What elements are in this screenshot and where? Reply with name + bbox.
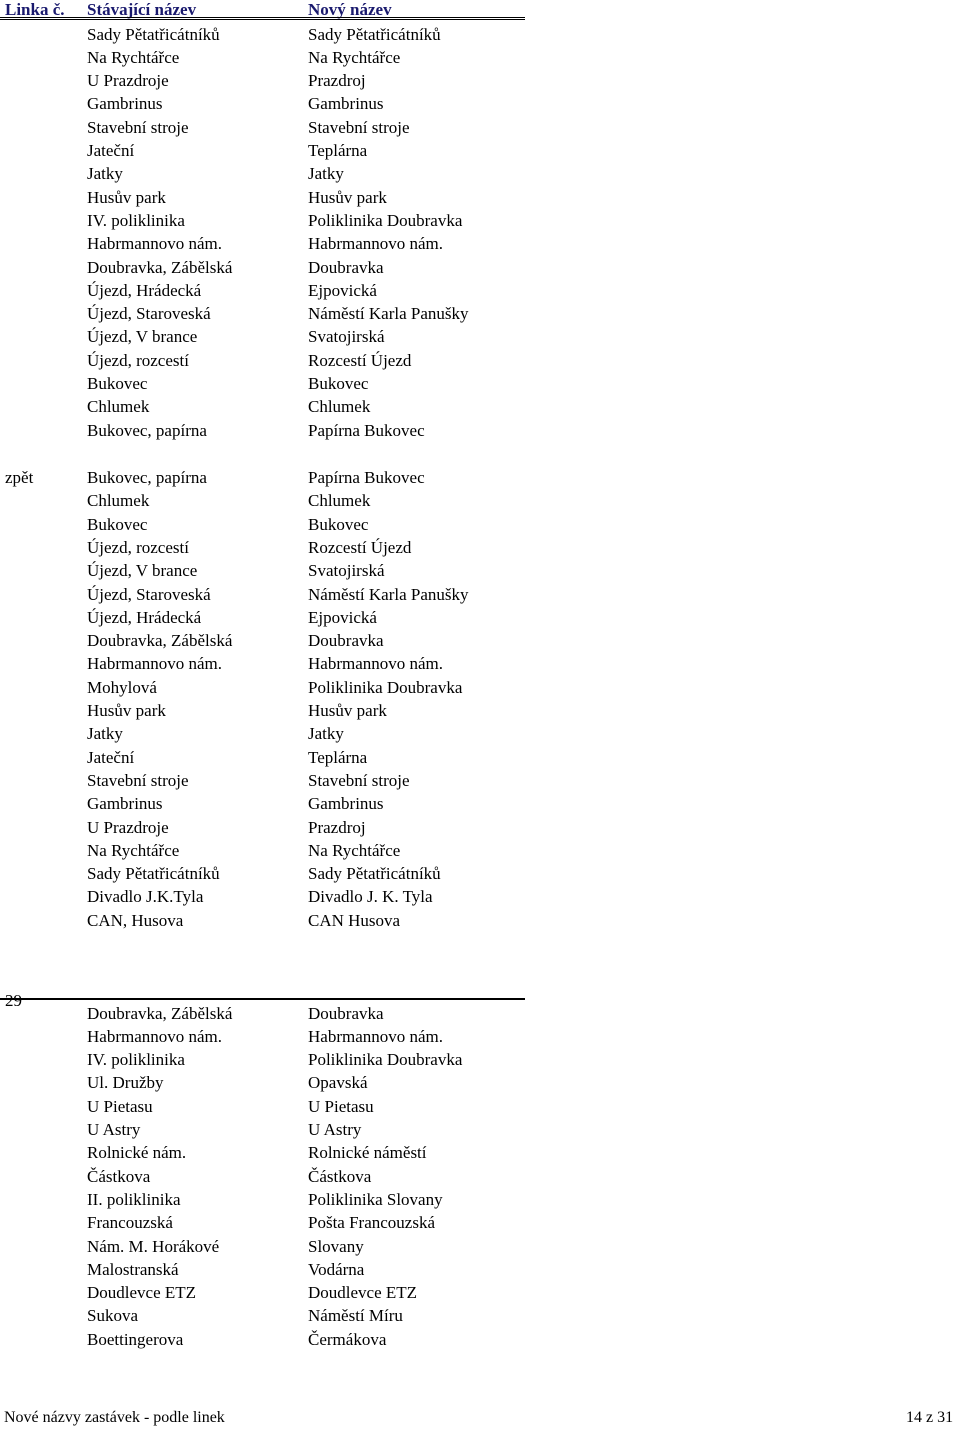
table-row — [0, 722, 960, 745]
table-row — [0, 699, 960, 722]
new-stop-name: Čermákova — [308, 1329, 387, 1349]
table-row — [0, 536, 960, 559]
new-stop-name: Teplárna — [308, 747, 368, 767]
old-stop-name: Rolnické nám. — [87, 1143, 187, 1163]
table-row — [0, 1328, 960, 1351]
table-row — [0, 1141, 960, 1164]
old-stop-name: Francouzská — [87, 1213, 173, 1233]
old-stop-name: Jateční — [87, 141, 135, 160]
table-row — [0, 139, 960, 162]
table-row — [0, 372, 960, 395]
old-stop-name: Sady Pětatřicátníků — [87, 24, 220, 44]
old-stop-name: Doudlevce ETZ — [87, 1283, 197, 1303]
new-stop-name: Jatky — [308, 164, 344, 184]
old-stop-name: Ul. Družby — [87, 1073, 164, 1093]
page-number: 14 z 31 — [906, 1409, 954, 1426]
old-stop-name: II. poliklinika — [87, 1189, 181, 1209]
table-row — [0, 606, 960, 629]
old-stop-name: Jateční — [87, 747, 135, 767]
new-stop-name: Papírna Bukovec — [308, 468, 425, 487]
old-stop-name: Malostranská — [87, 1259, 179, 1279]
new-stop-name: Doubravka — [308, 257, 384, 277]
old-stop-name: U Prazdroje — [87, 817, 169, 837]
new-stop-name: Opavská — [308, 1073, 368, 1093]
line-number: zpět — [5, 468, 34, 487]
table-row — [0, 302, 960, 325]
old-stop-name: Husův park — [87, 701, 166, 720]
old-stop-name: Újezd, Hrádecká — [87, 280, 202, 300]
new-stop-name: Doubravka — [308, 631, 384, 651]
new-stop-name: Doudlevce ETZ — [308, 1283, 418, 1303]
new-stop-name: Habrmannovo nám. — [308, 654, 444, 674]
new-stop-name: Pošta Francouzská — [308, 1213, 436, 1233]
old-stop-name: Částkova — [87, 1166, 151, 1186]
table-row — [0, 583, 960, 606]
table-row — [0, 325, 960, 348]
header-old-name: Stávající název — [87, 0, 197, 19]
new-stop-name: U Astry — [308, 1120, 362, 1139]
table-row — [0, 1188, 960, 1211]
new-stop-name: Poliklinika Doubravka — [308, 1050, 463, 1070]
new-stop-name: Jatky — [308, 724, 344, 744]
table-row — [0, 559, 960, 582]
new-stop-name: Chlumek — [308, 491, 371, 511]
table-row — [0, 885, 960, 908]
table-row — [0, 1095, 960, 1118]
new-stop-name: Teplárna — [308, 141, 368, 160]
new-stop-name: Ejpovická — [308, 280, 377, 300]
table-row — [0, 629, 960, 652]
old-stop-name: Jatky — [87, 724, 123, 744]
old-stop-name: U Pietasu — [87, 1096, 153, 1116]
new-stop-name: Habrmannovo nám. — [308, 1026, 444, 1046]
new-stop-name: Na Rychtářce — [308, 47, 401, 67]
table-row — [0, 1071, 960, 1094]
new-stop-name: CAN Husova — [308, 910, 401, 930]
table-row — [0, 46, 960, 69]
old-stop-name: Stavební stroje — [87, 117, 189, 137]
new-stop-name: Chlumek — [308, 397, 371, 417]
new-stop-name: Doubravka — [308, 1003, 384, 1023]
table-row — [0, 769, 960, 792]
section-29-underline — [0, 998, 525, 1000]
new-stop-name: Rozcestí Újezd — [308, 537, 412, 557]
new-stop-name: Rozcestí Újezd — [308, 350, 412, 370]
new-stop-name: Náměstí Karla Panušky — [308, 304, 469, 324]
footer-title: Nové názvy zastávek - podle linek — [4, 1409, 225, 1426]
table-row — [0, 1165, 960, 1188]
table-row — [0, 792, 960, 815]
old-stop-name: Újezd, V brance — [87, 327, 198, 347]
table-row — [0, 419, 960, 442]
new-stop-name: Ejpovická — [308, 607, 377, 627]
table-row — [0, 349, 960, 372]
table-row — [0, 186, 960, 209]
table-row — [0, 1118, 960, 1141]
old-stop-name: Divadlo J.K.Tyla — [87, 887, 204, 907]
old-stop-name: Habrmannovo nám. — [87, 654, 223, 674]
new-stop-name: Husův park — [308, 187, 387, 207]
old-stop-name: Bukovec — [87, 514, 148, 534]
table-row — [0, 279, 960, 302]
old-stop-name: U Astry — [87, 1120, 141, 1139]
old-stop-name: Újezd, Staroveská — [87, 304, 211, 324]
old-stop-name: U Prazdroje — [87, 71, 169, 91]
new-stop-name: Poliklinika Slovany — [308, 1189, 443, 1209]
old-stop-name: Chlumek — [87, 397, 150, 417]
line-number: 29 — [5, 990, 22, 1010]
new-stop-name: Rolnické náměstí — [308, 1143, 427, 1163]
new-stop-name: U Pietasu — [308, 1096, 374, 1116]
new-stop-name: Sady Pětatřicátníků — [308, 24, 441, 44]
old-stop-name: IV. poliklinika — [87, 210, 185, 230]
old-stop-name: Mohylová — [87, 677, 157, 697]
table-row — [0, 513, 960, 536]
table-row — [0, 816, 960, 839]
new-stop-name: Bukovec — [308, 514, 369, 534]
new-stop-name: Svatojirská — [308, 561, 385, 581]
table-row — [0, 862, 960, 885]
new-stop-name: Náměstí Míru — [308, 1306, 403, 1326]
new-stop-name: Prazdroj — [308, 817, 366, 837]
new-stop-name: Prazdroj — [308, 71, 366, 91]
old-stop-name: CAN, Husova — [87, 910, 184, 930]
table-row — [0, 1025, 960, 1048]
old-stop-name: Doubravka, Zábělská — [87, 631, 233, 651]
table-row — [0, 652, 960, 675]
table-row — [0, 676, 960, 699]
table-row — [0, 1235, 960, 1258]
new-stop-name: Habrmannovo nám. — [308, 234, 444, 254]
new-stop-name: Poliklinika Doubravka — [308, 210, 463, 230]
table-row — [0, 162, 960, 185]
table-row — [0, 1258, 960, 1281]
table-row — [0, 1211, 960, 1234]
new-stop-name: Papírna Bukovec — [308, 420, 425, 440]
table-row — [0, 839, 960, 862]
new-stop-name: Slovany — [308, 1236, 364, 1256]
table-row — [0, 489, 960, 512]
new-stop-name: Gambrinus — [308, 94, 384, 114]
old-stop-name: IV. poliklinika — [87, 1050, 185, 1070]
table-row — [0, 1048, 960, 1071]
old-stop-name: Gambrinus — [87, 794, 163, 814]
table-row — [0, 116, 960, 139]
header-new-name: Nový název — [308, 0, 392, 19]
table-row — [0, 395, 960, 418]
table-row — [0, 1304, 960, 1327]
new-stop-name: Bukovec — [308, 374, 369, 393]
old-stop-name: Sukova — [87, 1306, 138, 1326]
old-stop-name: Jatky — [87, 164, 123, 184]
table-row — [0, 256, 960, 279]
table-row — [0, 466, 960, 489]
table-row — [0, 990, 960, 1025]
old-stop-name: Újezd, V brance — [87, 561, 198, 581]
old-stop-name: Na Rychtářce — [87, 840, 180, 860]
old-stop-name: Újezd, rozcestí — [87, 537, 189, 557]
new-stop-name: Stavební stroje — [308, 117, 410, 137]
new-stop-name: Svatojirská — [308, 327, 385, 347]
old-stop-name: Sady Pětatřicátníků — [87, 864, 220, 884]
new-stop-name: Stavební stroje — [308, 770, 410, 790]
old-stop-name: Habrmannovo nám. — [87, 1026, 223, 1046]
table-row — [0, 23, 960, 46]
old-stop-name: Boettingerova — [87, 1329, 184, 1349]
old-stop-name: Újezd, Hrádecká — [87, 607, 202, 627]
new-stop-name: Sady Pětatřicátníků — [308, 864, 441, 884]
old-stop-name: Chlumek — [87, 491, 150, 511]
old-stop-name: Újezd, rozcestí — [87, 350, 189, 370]
new-stop-name: Husův park — [308, 701, 387, 720]
old-stop-name: Doubravka, Zábělská — [87, 1003, 233, 1023]
new-stop-name: Divadlo J. K. Tyla — [308, 887, 433, 907]
old-stop-name: Nám. M. Horákové — [87, 1236, 220, 1256]
new-stop-name: Gambrinus — [308, 794, 384, 814]
new-stop-name: Na Rychtářce — [308, 840, 401, 860]
old-stop-name: Bukovec, papírna — [87, 468, 207, 487]
old-stop-name: Bukovec — [87, 374, 148, 393]
new-stop-name: Částkova — [308, 1166, 372, 1186]
header-underline — [0, 17, 525, 20]
old-stop-name: Doubravka, Zábělská — [87, 257, 233, 277]
table-row — [0, 232, 960, 255]
new-stop-name: Vodárna — [308, 1259, 365, 1279]
old-stop-name: Stavební stroje — [87, 770, 189, 790]
header-line-number: Linka č. — [5, 0, 65, 19]
old-stop-name: Na Rychtářce — [87, 47, 180, 67]
table-row — [0, 69, 960, 92]
table-row — [0, 92, 960, 115]
table-row — [0, 746, 960, 769]
old-stop-name: Husův park — [87, 187, 166, 207]
old-stop-name: Gambrinus — [87, 94, 163, 114]
old-stop-name: Bukovec, papírna — [87, 420, 207, 440]
table-row — [0, 209, 960, 232]
old-stop-name: Újezd, Staroveská — [87, 584, 211, 604]
table-row — [0, 1281, 960, 1304]
table-row — [0, 909, 960, 932]
new-stop-name: Náměstí Karla Panušky — [308, 584, 469, 604]
old-stop-name: Habrmannovo nám. — [87, 234, 223, 254]
new-stop-name: Poliklinika Doubravka — [308, 677, 463, 697]
